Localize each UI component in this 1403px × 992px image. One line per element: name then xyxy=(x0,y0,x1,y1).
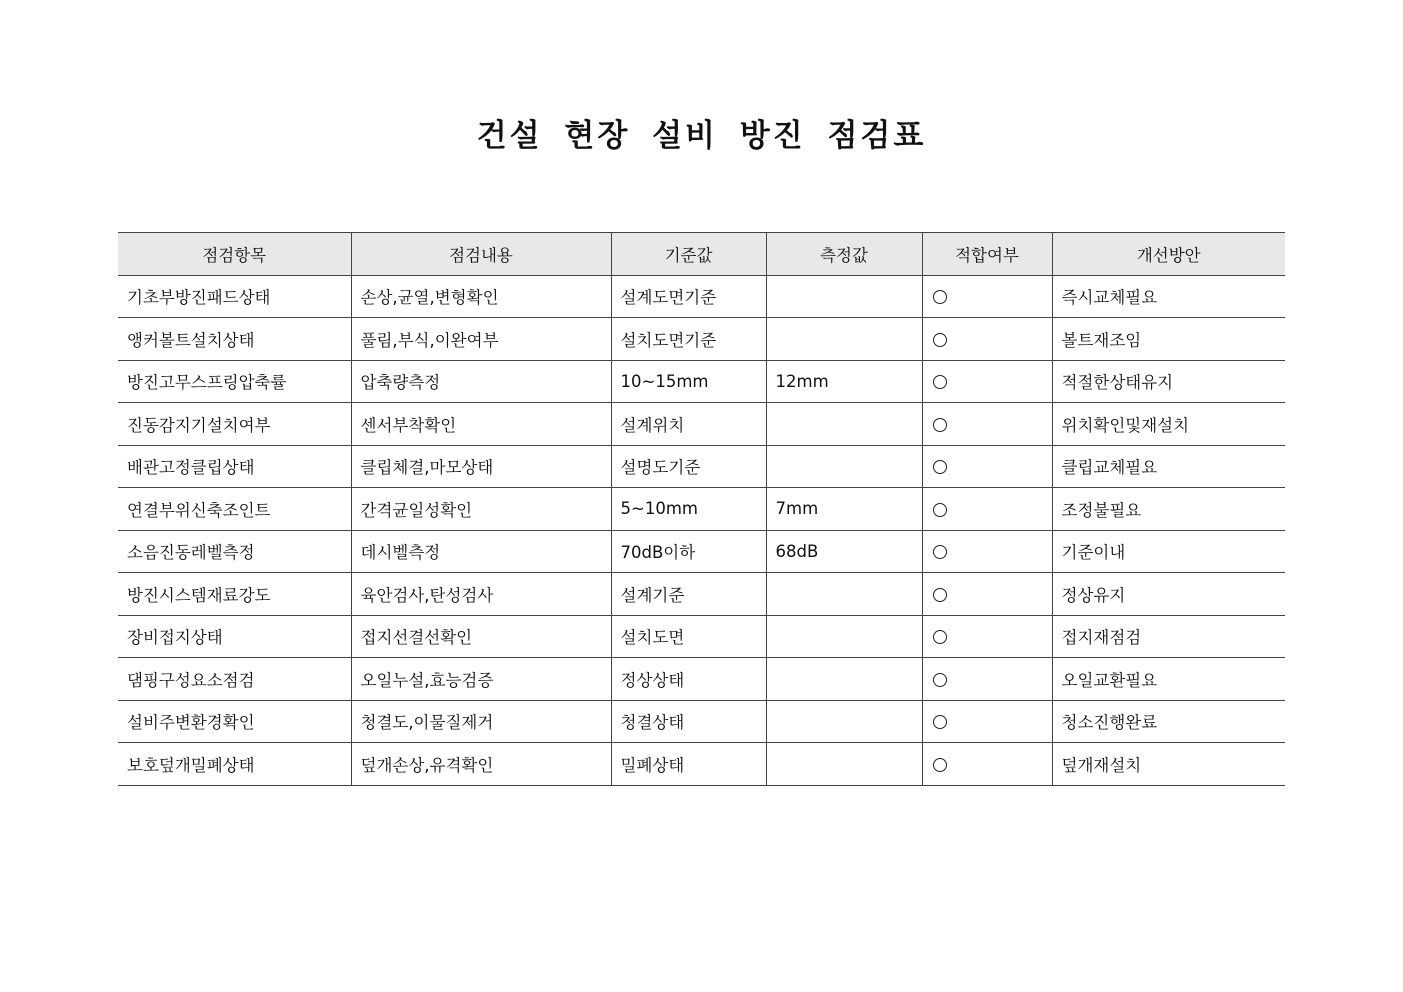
cell-improvement: 조정불필요 xyxy=(1052,488,1285,531)
cell-conformity xyxy=(922,488,1052,531)
cell-inspection-content: 청결도,이물질제거 xyxy=(351,700,611,743)
cell-inspection-item: 앵커볼트설치상태 xyxy=(118,318,351,361)
cell-measured-value: 68dB xyxy=(766,530,922,573)
cell-measured-value xyxy=(766,743,922,786)
header-measured-value: 측정값 xyxy=(766,233,922,276)
cell-inspection-item: 장비접지상태 xyxy=(118,615,351,658)
cell-improvement: 볼트재조임 xyxy=(1052,318,1285,361)
cell-measured-value xyxy=(766,275,922,318)
cell-measured-value xyxy=(766,700,922,743)
cell-inspection-content: 접지선결선확인 xyxy=(351,615,611,658)
cell-measured-value xyxy=(766,615,922,658)
cell-standard-value: 정상상태 xyxy=(611,658,766,701)
cell-inspection-content: 클립체결,마모상태 xyxy=(351,445,611,488)
cell-conformity xyxy=(922,700,1052,743)
cell-standard-value: 설계기준 xyxy=(611,573,766,616)
cell-conformity xyxy=(922,530,1052,573)
circle-mark-icon xyxy=(933,375,947,389)
cell-conformity xyxy=(922,403,1052,446)
cell-conformity xyxy=(922,275,1052,318)
table-row xyxy=(118,445,1285,488)
cell-standard-value: 설계위치 xyxy=(611,403,766,446)
cell-inspection-content: 육안검사,탄성검사 xyxy=(351,573,611,616)
header-inspection-content: 점검내용 xyxy=(351,233,611,276)
cell-inspection-content: 손상,균열,변형확인 xyxy=(351,275,611,318)
cell-inspection-content: 압축량측정 xyxy=(351,360,611,403)
cell-improvement: 기준이내 xyxy=(1052,530,1285,573)
circle-mark-icon xyxy=(933,503,947,517)
cell-measured-value: 7mm xyxy=(766,488,922,531)
cell-standard-value: 청결상태 xyxy=(611,700,766,743)
cell-standard-value: 설치도면 xyxy=(611,615,766,658)
table-row xyxy=(118,658,1285,701)
cell-standard-value: 70dB이하 xyxy=(611,530,766,573)
cell-conformity xyxy=(922,615,1052,658)
cell-inspection-item: 연결부위신축조인트 xyxy=(118,488,351,531)
cell-inspection-content: 덮개손상,유격확인 xyxy=(351,743,611,786)
cell-inspection-content: 센서부착확인 xyxy=(351,403,611,446)
table-row xyxy=(118,360,1285,403)
table-row xyxy=(118,573,1285,616)
cell-inspection-item: 보호덮개밀폐상태 xyxy=(118,743,351,786)
cell-conformity xyxy=(922,573,1052,616)
table-row xyxy=(118,488,1285,531)
table-row xyxy=(118,275,1285,318)
cell-improvement: 접지재점검 xyxy=(1052,615,1285,658)
header-conformity: 적합여부 xyxy=(922,233,1052,276)
cell-conformity xyxy=(922,743,1052,786)
circle-mark-icon xyxy=(933,673,947,687)
inspection-table xyxy=(118,232,1285,786)
cell-standard-value: 설계도면기준 xyxy=(611,275,766,318)
cell-improvement: 클립교체필요 xyxy=(1052,445,1285,488)
cell-measured-value xyxy=(766,573,922,616)
cell-inspection-item: 방진고무스프링압축률 xyxy=(118,360,351,403)
table-row xyxy=(118,615,1285,658)
table-header-row xyxy=(118,233,1285,276)
cell-measured-value xyxy=(766,403,922,446)
cell-inspection-content: 데시벨측정 xyxy=(351,530,611,573)
table-row xyxy=(118,700,1285,743)
circle-mark-icon xyxy=(933,758,947,772)
table-row xyxy=(118,743,1285,786)
table-row xyxy=(118,318,1285,361)
circle-mark-icon xyxy=(933,418,947,432)
cell-inspection-content: 풀림,부식,이완여부 xyxy=(351,318,611,361)
cell-conformity xyxy=(922,360,1052,403)
cell-inspection-item: 설비주변환경확인 xyxy=(118,700,351,743)
cell-conformity xyxy=(922,658,1052,701)
circle-mark-icon xyxy=(933,715,947,729)
cell-inspection-item: 배관고정클립상태 xyxy=(118,445,351,488)
cell-improvement: 즉시교체필요 xyxy=(1052,275,1285,318)
cell-measured-value xyxy=(766,445,922,488)
circle-mark-icon xyxy=(933,290,947,304)
cell-inspection-item: 댐핑구성요소점검 xyxy=(118,658,351,701)
cell-standard-value: 밀폐상태 xyxy=(611,743,766,786)
page-title: 건설 현장 설비 방진 점검표 xyxy=(476,118,927,154)
cell-inspection-item: 방진시스템재료강도 xyxy=(118,573,351,616)
cell-inspection-content: 오일누설,효능검증 xyxy=(351,658,611,701)
header-improvement: 개선방안 xyxy=(1052,233,1285,276)
circle-mark-icon xyxy=(933,630,947,644)
cell-improvement: 정상유지 xyxy=(1052,573,1285,616)
cell-conformity xyxy=(922,318,1052,361)
cell-improvement: 청소진행완료 xyxy=(1052,700,1285,743)
cell-inspection-item: 기초부방진패드상태 xyxy=(118,275,351,318)
cell-measured-value xyxy=(766,318,922,361)
cell-inspection-item: 소음진동레벨측정 xyxy=(118,530,351,573)
cell-improvement: 적절한상태유지 xyxy=(1052,360,1285,403)
table-row xyxy=(118,403,1285,446)
cell-standard-value: 설명도기준 xyxy=(611,445,766,488)
circle-mark-icon xyxy=(933,333,947,347)
cell-conformity xyxy=(922,445,1052,488)
cell-standard-value: 10~15mm xyxy=(611,360,766,403)
cell-improvement: 오일교환필요 xyxy=(1052,658,1285,701)
table-body xyxy=(118,275,1285,785)
cell-improvement: 위치확인및재설치 xyxy=(1052,403,1285,446)
cell-inspection-item: 진동감지기설치여부 xyxy=(118,403,351,446)
header-inspection-item: 점검항목 xyxy=(118,233,351,276)
header-standard-value: 기준값 xyxy=(611,233,766,276)
circle-mark-icon xyxy=(933,460,947,474)
cell-measured-value xyxy=(766,658,922,701)
cell-standard-value: 5~10mm xyxy=(611,488,766,531)
cell-standard-value: 설치도면기준 xyxy=(611,318,766,361)
circle-mark-icon xyxy=(933,545,947,559)
cell-inspection-content: 간격균일성확인 xyxy=(351,488,611,531)
cell-improvement: 덮개재설치 xyxy=(1052,743,1285,786)
cell-measured-value: 12mm xyxy=(766,360,922,403)
circle-mark-icon xyxy=(933,588,947,602)
table-row xyxy=(118,530,1285,573)
